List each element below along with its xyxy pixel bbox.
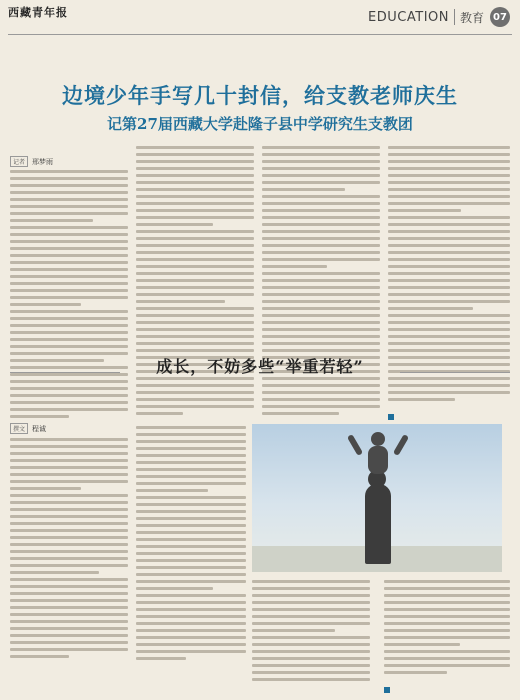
page-number: 07	[490, 7, 510, 27]
section-label-en: EDUCATION	[368, 9, 449, 25]
byline-name: 程诚	[32, 424, 47, 433]
article-2-column-2	[136, 426, 246, 664]
article-2-column-3	[252, 580, 370, 685]
article-1-column-4	[388, 146, 510, 424]
article-2-byline	[10, 423, 46, 434]
article-2-column-1	[10, 438, 128, 662]
article-2-column-4	[384, 580, 510, 697]
byline-name: 邢梦雨	[32, 157, 54, 166]
byline-tag: 撰文	[10, 423, 28, 434]
article-1-headline: 边境少年手写几十封信，给支教老师庆生	[62, 83, 458, 108]
article-1-byline	[10, 156, 53, 167]
byline-tag: 记者	[10, 156, 28, 167]
father-child-photo	[252, 424, 502, 572]
article-1-subhead: 记第27届西藏大学赴隆子县中学研究生支教团	[107, 115, 413, 133]
section-header	[368, 4, 510, 30]
header-rule	[8, 34, 512, 35]
article-2-headline: 成长，不妨多些“举重若轻”	[156, 357, 364, 376]
article-end-mark	[388, 414, 394, 420]
masthead	[0, 0, 520, 34]
section-label-cn: 教育	[459, 10, 484, 25]
article-end-mark	[384, 687, 390, 693]
article-1-column-1	[10, 170, 128, 422]
section-divider	[454, 9, 455, 25]
article-1-column-3	[262, 146, 380, 419]
newspaper-logo: 西藏青年报	[8, 6, 68, 19]
article-1-column-2	[136, 146, 254, 419]
section-rule-right	[400, 372, 510, 373]
